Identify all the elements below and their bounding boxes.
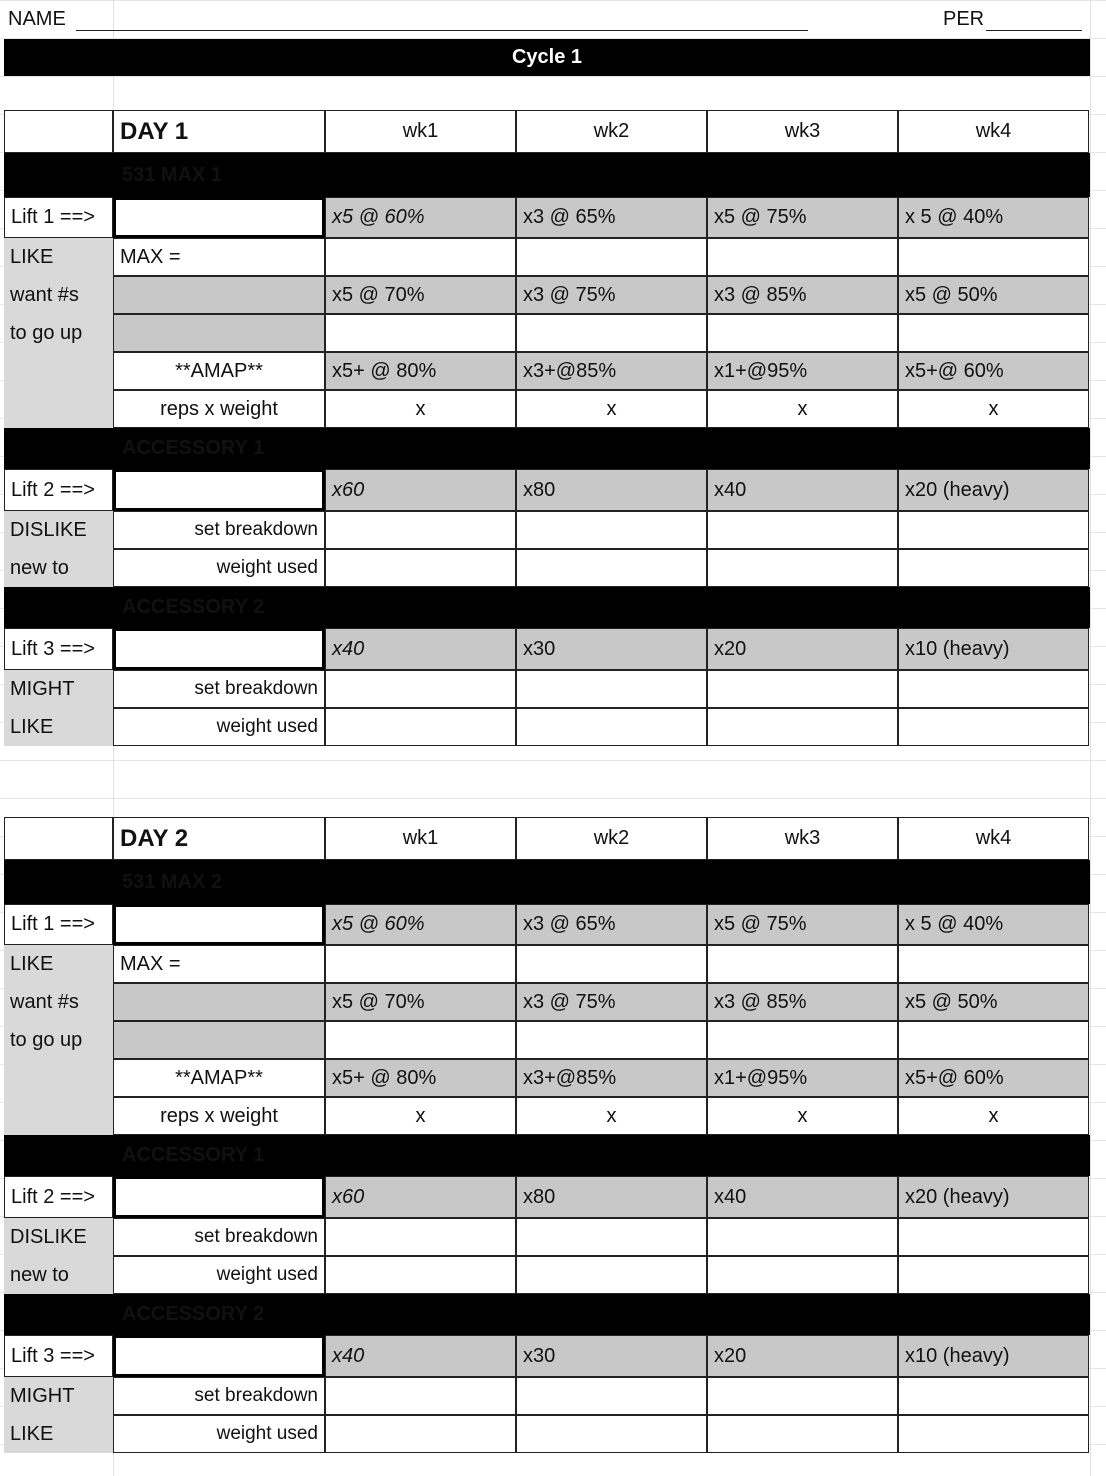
day1-acc1-set-breakdown-label: set breakdown	[113, 511, 325, 549]
day2-acc1-reps: x40	[707, 1176, 898, 1218]
day2-blank-cell[interactable]	[325, 1021, 516, 1059]
day2-acc1-section-title: ACCESSORY 1	[122, 1144, 265, 1166]
day2-lift1-input[interactable]	[113, 904, 325, 945]
day1-reps-label: reps x weight	[113, 390, 325, 428]
day1-acc2-side-note: MIGHT	[4, 670, 113, 708]
day1-amap-set: x5+@ 60%	[898, 352, 1089, 390]
day1-amap-set: x3+@85%	[516, 352, 707, 390]
day2-acc1-weight-used-input[interactable]	[707, 1256, 898, 1294]
day1-label-cell	[4, 110, 113, 153]
day1-title: DAY 1	[113, 110, 325, 153]
day1-second-set: x3 @ 85%	[707, 276, 898, 314]
day1-lift1-input[interactable]	[113, 197, 325, 238]
day1-acc2-lift-input[interactable]	[113, 628, 325, 670]
day1-reps-input[interactable]: x	[325, 390, 516, 428]
day2-blank-cell[interactable]	[325, 945, 516, 983]
day2-label-cell	[4, 817, 113, 860]
name-label: NAME	[8, 7, 66, 30]
day2-acc2-reps: x20	[707, 1335, 898, 1377]
day2-acc2-set-breakdown-label: set breakdown	[113, 1377, 325, 1415]
day2-reps-input[interactable]: x	[707, 1097, 898, 1135]
day2-acc2-weight-used-label: weight used	[113, 1415, 325, 1453]
day1-acc1-lift-input[interactable]	[113, 469, 325, 511]
day2-side-note: want #s	[4, 983, 113, 1021]
day2-shaded-cell	[113, 1021, 325, 1059]
grid-line	[1090, 0, 1091, 1476]
day2-acc1-lift-input[interactable]	[113, 1176, 325, 1218]
day1-max-input[interactable]: MAX =	[113, 238, 325, 276]
day1-side-shade	[4, 352, 113, 390]
day2-blank-cell[interactable]	[516, 945, 707, 983]
day2-side-shade	[4, 1097, 113, 1135]
day2-week-header: wk2	[516, 817, 707, 860]
day2-blank-cell[interactable]	[516, 1021, 707, 1059]
day1-acc2-set-breakdown-input[interactable]	[516, 670, 707, 708]
day1-acc2-weight-used-input[interactable]	[516, 708, 707, 746]
day1-main-set: x3 @ 65%	[516, 197, 707, 238]
day1-acc2-weight-used-input[interactable]	[325, 708, 516, 746]
day1-acc2-weight-used-input[interactable]	[707, 708, 898, 746]
day2-acc1-side-note: DISLIKE	[4, 1218, 113, 1256]
day2-acc2-weight-used-input[interactable]	[898, 1415, 1089, 1453]
day2-blank-cell[interactable]	[898, 1021, 1089, 1059]
day2-acc2-set-breakdown-input[interactable]	[516, 1377, 707, 1415]
day1-amap-set: x5+ @ 80%	[325, 352, 516, 390]
day2-amap-set: x5+ @ 80%	[325, 1059, 516, 1097]
day1-acc2-set-breakdown-label: set breakdown	[113, 670, 325, 708]
day1-acc2-section-title: ACCESSORY 2	[122, 596, 265, 618]
day1-week-header: wk1	[325, 110, 516, 153]
cycle-title-bar: Cycle 1	[4, 39, 1090, 76]
day1-acc1-reps: x20 (heavy)	[898, 469, 1089, 511]
day1-acc2-set-breakdown-input[interactable]	[707, 670, 898, 708]
day1-acc1-section-title: ACCESSORY 1	[122, 437, 265, 459]
day2-acc1-reps: x60	[325, 1176, 516, 1218]
day2-acc2-side-note: LIKE	[4, 1415, 113, 1453]
day1-blank-cell[interactable]	[516, 238, 707, 276]
day2-acc2-section-title: ACCESSORY 2	[122, 1303, 265, 1325]
day1-lift1-label: Lift 1 ==>	[4, 197, 113, 238]
day1-acc2-set-breakdown-input[interactable]	[325, 670, 516, 708]
day2-reps-input[interactable]: x	[325, 1097, 516, 1135]
day2-acc2-lift-label: Lift 3 ==>	[4, 1335, 113, 1377]
day1-blank-cell[interactable]	[516, 314, 707, 352]
day1-week-header: wk4	[898, 110, 1089, 153]
day2-side-note: LIKE	[4, 945, 113, 983]
day1-reps-input[interactable]: x	[707, 390, 898, 428]
day1-acc1-set-breakdown-input[interactable]	[325, 511, 516, 549]
day1-side-note: want #s	[4, 276, 113, 314]
day1-acc1-weight-used-input[interactable]	[325, 549, 516, 587]
day2-amap-set: x5+@ 60%	[898, 1059, 1089, 1097]
day2-acc1-set-breakdown-label: set breakdown	[113, 1218, 325, 1256]
day2-acc2-reps: x40	[325, 1335, 516, 1377]
day1-second-set: x3 @ 75%	[516, 276, 707, 314]
day1-acc1-weight-used-input[interactable]	[707, 549, 898, 587]
per-label: PER	[943, 7, 985, 30]
day2-acc1-reps: x80	[516, 1176, 707, 1218]
day2-main-set: x 5 @ 40%	[898, 904, 1089, 945]
day2-title: DAY 2	[113, 817, 325, 860]
day2-reps-input[interactable]: x	[898, 1097, 1089, 1135]
day1-blank-cell[interactable]	[707, 314, 898, 352]
day2-acc2-weight-used-input[interactable]	[516, 1415, 707, 1453]
day2-week-header: wk3	[707, 817, 898, 860]
day2-main-set: x5 @ 60%	[325, 904, 516, 945]
day2-amap-set: x1+@95%	[707, 1059, 898, 1097]
day2-amap-label: **AMAP**	[113, 1059, 325, 1097]
day1-acc1-reps: x80	[516, 469, 707, 511]
day1-blank-cell[interactable]	[325, 238, 516, 276]
day2-shaded-cell	[113, 983, 325, 1021]
day1-main-set: x5 @ 75%	[707, 197, 898, 238]
day1-acc2-set-breakdown-input[interactable]	[898, 670, 1089, 708]
day2-acc2-side-note: MIGHT	[4, 1377, 113, 1415]
day1-acc1-set-breakdown-input[interactable]	[707, 511, 898, 549]
day1-acc2-weight-used-input[interactable]	[898, 708, 1089, 746]
day1-acc2-side-note: LIKE	[4, 708, 113, 746]
day1-acc1-weight-used-input[interactable]	[898, 549, 1089, 587]
day1-shaded-cell	[113, 276, 325, 314]
day1-acc1-weight-used-input[interactable]	[516, 549, 707, 587]
day1-side-note: LIKE	[4, 238, 113, 276]
day1-acc1-weight-used-label: weight used	[113, 549, 325, 587]
day2-main-set: x3 @ 65%	[516, 904, 707, 945]
day1-reps-input[interactable]: x	[898, 390, 1089, 428]
day1-max-section-title: 531 MAX 1	[122, 163, 223, 186]
day1-acc1-set-breakdown-input[interactable]	[898, 511, 1089, 549]
day2-acc1-lift-label: Lift 2 ==>	[4, 1176, 113, 1218]
day2-acc1-reps: x20 (heavy)	[898, 1176, 1089, 1218]
day2-second-set: x3 @ 75%	[516, 983, 707, 1021]
day1-blank-cell[interactable]	[325, 314, 516, 352]
day2-second-set: x5 @ 50%	[898, 983, 1089, 1021]
day1-shaded-cell	[113, 314, 325, 352]
day1-acc2-reps: x20	[707, 628, 898, 670]
day2-second-set: x3 @ 85%	[707, 983, 898, 1021]
day1-acc1-lift-label: Lift 2 ==>	[4, 469, 113, 511]
day2-max-section-title: 531 MAX 2	[122, 870, 223, 893]
day2-acc2-weight-used-input[interactable]	[325, 1415, 516, 1453]
day2-acc1-weight-used-input[interactable]	[898, 1256, 1089, 1294]
day1-acc2-weight-used-label: weight used	[113, 708, 325, 746]
day1-side-shade	[4, 390, 113, 428]
day1-acc1-side-note: new to	[4, 549, 113, 587]
day2-acc1-set-breakdown-input[interactable]	[516, 1218, 707, 1256]
day1-amap-label: **AMAP**	[113, 352, 325, 390]
day1-blank-cell[interactable]	[898, 314, 1089, 352]
day1-side-note: to go up	[4, 314, 113, 352]
day2-max-input[interactable]: MAX =	[113, 945, 325, 983]
per-underline[interactable]	[986, 30, 1082, 31]
day2-amap-set: x3+@85%	[516, 1059, 707, 1097]
day1-acc1-reps: x60	[325, 469, 516, 511]
day2-side-shade	[4, 1059, 113, 1097]
day2-main-set: x5 @ 75%	[707, 904, 898, 945]
day1-acc2-lift-label: Lift 3 ==>	[4, 628, 113, 670]
day1-acc1-reps: x40	[707, 469, 898, 511]
day1-acc2-reps: x30	[516, 628, 707, 670]
day1-week-header: wk3	[707, 110, 898, 153]
day2-reps-input[interactable]: x	[516, 1097, 707, 1135]
day2-acc1-weight-used-input[interactable]	[325, 1256, 516, 1294]
day2-week-header: wk1	[325, 817, 516, 860]
day2-week-header: wk4	[898, 817, 1089, 860]
day2-acc1-weight-used-label: weight used	[113, 1256, 325, 1294]
day2-acc1-set-breakdown-input[interactable]	[325, 1218, 516, 1256]
day1-second-set: x5 @ 70%	[325, 276, 516, 314]
day1-reps-input[interactable]: x	[516, 390, 707, 428]
day2-side-note: to go up	[4, 1021, 113, 1059]
day2-acc2-set-breakdown-input[interactable]	[898, 1377, 1089, 1415]
day2-acc2-set-breakdown-input[interactable]	[325, 1377, 516, 1415]
day1-main-set: x 5 @ 40%	[898, 197, 1089, 238]
day2-reps-label: reps x weight	[113, 1097, 325, 1135]
day1-amap-set: x1+@95%	[707, 352, 898, 390]
day1-second-set: x5 @ 50%	[898, 276, 1089, 314]
day2-acc2-set-breakdown-input[interactable]	[707, 1377, 898, 1415]
day1-acc2-reps: x40	[325, 628, 516, 670]
day2-lift1-label: Lift 1 ==>	[4, 904, 113, 945]
day1-main-set: x5 @ 60%	[325, 197, 516, 238]
day2-acc1-set-breakdown-input[interactable]	[898, 1218, 1089, 1256]
day2-acc1-set-breakdown-input[interactable]	[707, 1218, 898, 1256]
name-underline[interactable]	[76, 30, 808, 31]
day1-week-header: wk2	[516, 110, 707, 153]
day1-blank-cell[interactable]	[707, 238, 898, 276]
day2-acc2-reps: x10 (heavy)	[898, 1335, 1089, 1377]
day1-acc1-side-note: DISLIKE	[4, 511, 113, 549]
day2-second-set: x5 @ 70%	[325, 983, 516, 1021]
day2-acc2-reps: x30	[516, 1335, 707, 1377]
day2-acc2-weight-used-input[interactable]	[707, 1415, 898, 1453]
day2-blank-cell[interactable]	[707, 1021, 898, 1059]
day2-blank-cell[interactable]	[707, 945, 898, 983]
day1-blank-cell[interactable]	[898, 238, 1089, 276]
day2-acc2-lift-input[interactable]	[113, 1335, 325, 1377]
day2-blank-cell[interactable]	[898, 945, 1089, 983]
day2-acc1-weight-used-input[interactable]	[516, 1256, 707, 1294]
day1-acc1-set-breakdown-input[interactable]	[516, 511, 707, 549]
day2-acc1-side-note: new to	[4, 1256, 113, 1294]
day1-acc2-reps: x10 (heavy)	[898, 628, 1089, 670]
